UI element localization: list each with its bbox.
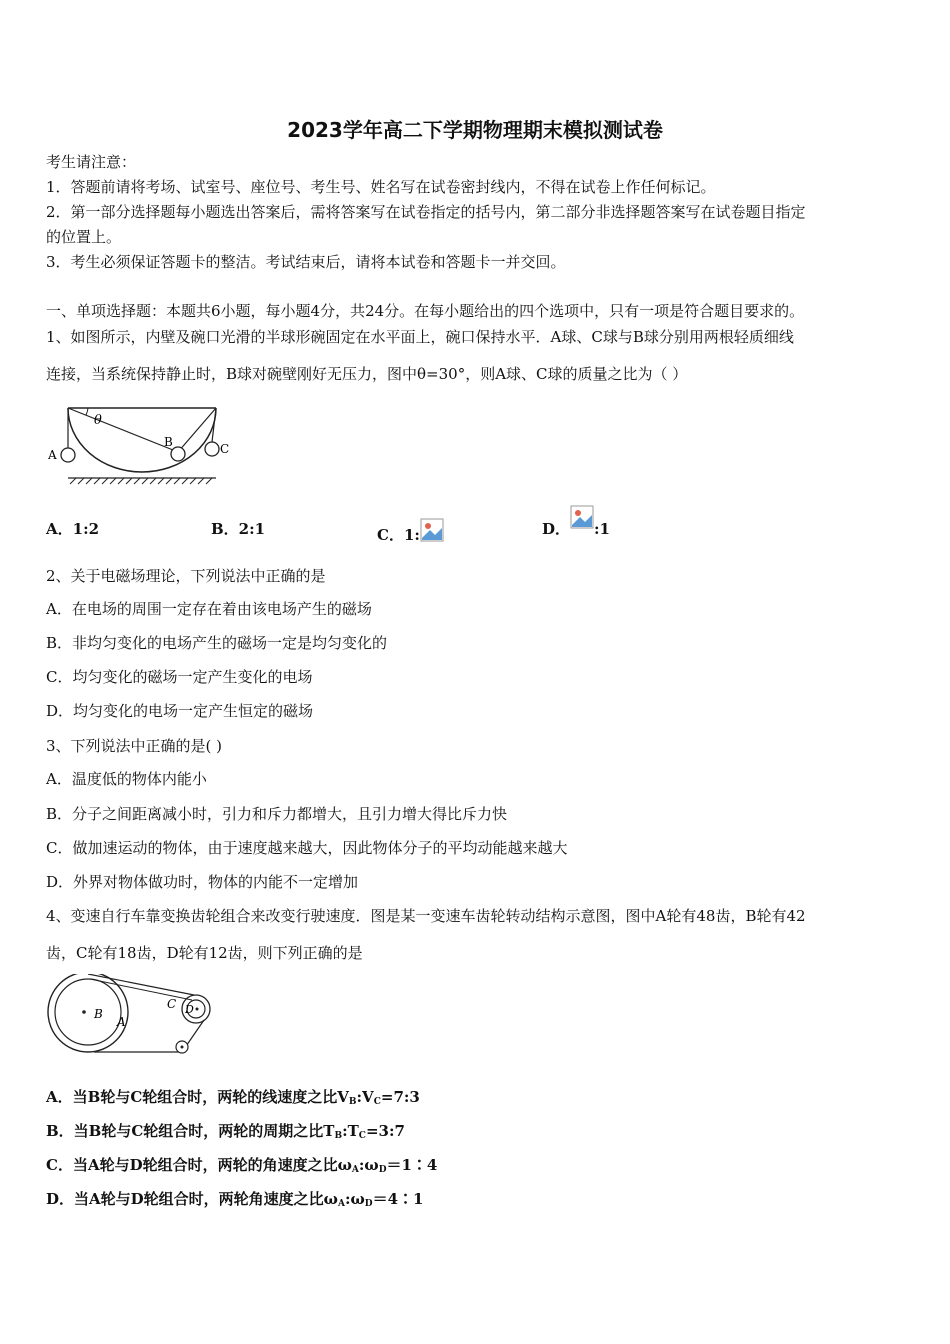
q2-option-b: B．非均匀变化的电场产生的磁场一定是均匀变化的 [46,634,388,652]
q4-option-b: B．当B轮与C轮组合时，两轮的周期之比$T_B:T_C=3:7$ [46,1122,405,1141]
q4-stem-line2: 齿，C轮有18齿，D轮有12齿，则下列正确的是 [46,944,363,962]
q4-stem-line1: 4、变速自行车靠变换齿轮组合来改变行驶速度．图是某一变速车齿轮转动结构示意图，图中A轮有48齿，B轮有42 [46,907,806,925]
q1-option-b: B．2:1 [211,520,266,538]
label-a: A [48,448,57,462]
gear-d-axle [196,1008,199,1011]
q4-option-c: C．当A轮与D轮组合时，两轮的角速度之比$\omega_A:\omega_D=1∶4$ [46,1156,438,1175]
q2-option-a: A．在电场的周围一定存在着由该电场产生的磁场 [46,600,372,618]
q1-option-c-prefix: C．1: [377,526,420,544]
label-d: D [185,1003,194,1016]
label-c: C [220,442,230,456]
label-b: B [94,1007,103,1021]
q1-option-d-prefix: D． [542,520,571,538]
chain-top-inner [90,979,192,1000]
gear-a [48,974,128,1052]
string-c [212,408,216,442]
theta-arc [86,408,88,415]
q4-option-d: D．当A轮与D轮组合时，两轮角速度之比$\omega_A:\omega_D=4∶1$ [46,1190,424,1209]
q3-option-a: A．温度低的物体内能小 [46,770,207,788]
q2-option-c: C．均匀变化的磁场一定产生变化的电场 [46,668,313,686]
ball-a [61,448,75,462]
q1-option-c [377,518,444,545]
q3-option-d: D．外界对物体做功时，物体的内能不一定增加 [46,873,359,891]
q1-option-d [542,505,610,538]
q2-stem: 2、关于电磁场理论，下列说法中正确的是 [46,567,326,585]
q1-stem-line2: 连接，当系统保持静止时，B球对碗壁刚好无压力，图中θ=30°，则A球、C球的质量之比为（ ） [46,365,688,383]
notice-item-2: 2．第一部分选择题每小题选出答案后，需将答案写在试卷指定的括号内，第二部分非选择题答案写在试卷题目指定 [46,203,806,221]
q3-stem: 3、下列说法中正确的是( ) [46,737,223,755]
notice-item-3: 3．考生必须保证答题卡的整洁。考试结束后，请将本试卷和答题卡一并交回。 [46,253,566,271]
notice-item-1: 1．答题前请将考场、试室号、座位号、考生号、姓名写在试卷密封线内，不得在试卷上作任何标记。 [46,178,716,196]
page-title: 2023学年高二下学期物理期末模拟测试卷 [287,118,663,142]
chain-top [88,974,194,995]
q3-option-b: B．分子之间距离减小时，引力和斥力都增大，且引力增大得比斥力快 [46,805,508,823]
q3-option-c: C．做加速运动的物体，由于速度越来越大，因此物体分子的平均动能越来越大 [46,839,568,857]
broken-image-icon [570,505,594,529]
label-c: C [167,997,177,1011]
q4-option-a: A．当B轮与C轮组合时，两轮的线速度之比$V_B:V_C=7:3$ [46,1088,420,1107]
ball-c [205,442,219,456]
q1-bowl-figure [46,398,236,486]
label-a: A [117,1015,126,1029]
q4-gear-figure [44,974,214,1058]
section1-heading: 一、单项选择题：本题共6小题，每小题4分，共24分。在每小题给出的四个选项中，只有一项是符合题目要求的。 [46,302,805,320]
q1-option-a: A．1:2 [46,520,100,538]
q1-option-d-suffix: :1 [594,520,610,538]
q1-stem-line1: 1、如图所示，内壁及碗口光滑的半球形碗固定在水平面上，碗口保持水平．A球、C球与B球分别用两根轻质细线 [46,328,794,346]
gear-b-axle [82,1010,86,1014]
string-ab [68,408,178,452]
ball-b [171,447,185,461]
broken-image-icon [420,518,444,542]
gear-b [55,979,121,1045]
label-theta: θ [94,413,102,428]
notice-heading: 考生请注意： [46,153,137,171]
bowl-arc [68,408,216,472]
notice-item-2-cont: 的位置上。 [46,228,122,246]
q2-option-d: D．均匀变化的电场一定产生恒定的磁场 [46,702,314,720]
label-b: B [164,435,173,449]
